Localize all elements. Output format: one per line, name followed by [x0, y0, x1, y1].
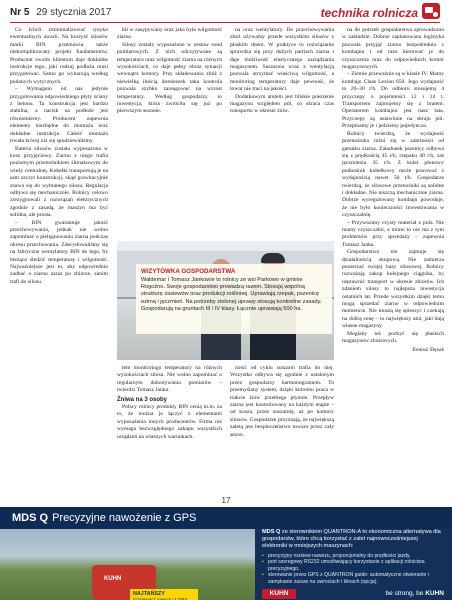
slogan-brand: KUHN — [425, 590, 444, 597]
paragraph: Mogłaby też pozbyć się płaskich magazynów zbożowych. — [342, 330, 444, 345]
farm-info-title: WIZYTÓWKA GOSPODARSTWA — [141, 268, 236, 275]
article-column-2 — [117, 27, 222, 237]
tractor-logo-icon — [422, 3, 440, 19]
ad-machine-photo — [0, 529, 255, 600]
badge-text: rozsiewacz nawozu z GPS — [133, 597, 188, 600]
ad-title-bar — [0, 507, 452, 529]
ad-intro — [262, 529, 444, 551]
page-number: 17 — [221, 496, 231, 505]
slogan-text: be strong, be — [385, 590, 424, 597]
list-item: • sterowanie przez GPS z QUANTRON guide: automatyczne otwieranie i zamykanie zasuw na uwrociach i klinach (opcja). — [262, 572, 444, 585]
badge-title: NAJTAŃSZY — [133, 591, 165, 597]
paragraph: Co Ichcli zminimalizować ryzyko ewentualnych awarii. Na korzyść silosów marki BIN przemawia także niekomplikowany projekt fundamentów. Producent swoim klientom daje dokładne instrukcje tego, jaki rodzaj podłoża musi przygotować. Samo go wykonują według podanych wytycznych. — [10, 27, 108, 85]
paragraph: Dodatkowym atutem jest bliskie położenie magazynu względem pól, co skraca czas transportu w okresie żniw. — [230, 93, 334, 115]
paragraph: Bateria silosów została wyposażona w kosz przyjęciowy. Ziarno z niego trafia poziomym przenośnikiem ślimakowym do wieży centralnej. Kubełki transportują je na sam szczyt konstrukcji, skąd grawitacyjnie zsuwa się do wybranego silosu. Regulacja odbywa się mechanicznie. Rolnicy celowo zrezygnowali z rozwiązań elektrycznych zgodnie z zasadą, że maszyn ma być solidna, ale prosta. — [10, 145, 108, 219]
ad-intro-text: ze sterownikiem QUANTRON-A to ekonomiczna alternatywa dla gospodarstw, które chcą korzystać z zalet najnowocześniejszej elektroniki w mniejszych maszynach: — [262, 529, 441, 550]
spreader-brand-label: KUHN — [104, 576, 122, 582]
cheapest-badge — [130, 589, 198, 600]
ad-subtitle: Precyzyjne nawożenie z GPS — [52, 512, 197, 524]
paragraph: – Wymagano od nas jedynie przygotowania odpowiedniego płyty ściany z betonu. Ta konstrukcja jest bardzo stabilna, a nacisk na podłoże jest równomierny. Producent zapewnia elementy niezbędne do montażu oraz dokładne instrukcje. Całość montażu trwała krócej niż się spodziewaliśmy. — [10, 86, 108, 145]
paragraph: Silosy zostały wyposażone w zestaw sond pomiarowych. Z nich odczytywane są temperatura oraz wilgotność ziarna na różnych wysokościach, co daje pełny obraz sytuacji wewnątrz komory. Przy składowaniu zbóż z niewielką ilością domieszek taka kontrola pozwala szybko zareagować na wzrost temperatury. Według gospodarzy to inwestycja, która zwróciła się już po pierwszym sezonie. — [117, 41, 222, 115]
list-item: • port szeregowy RS232 umożliwiający korzystanie z aplikacji rolnictwa precyzyjnego, — [262, 559, 444, 572]
page-header — [0, 0, 452, 22]
ad-feature-list — [262, 553, 444, 586]
kuhn-logo: KUHN — [262, 589, 296, 599]
issue-date: 29 stycznia 2017 — [36, 7, 112, 18]
paragraph: Gospodarstwo nie zajmuje się działalnością skupową. Nie zamierza poszerzać swojej bazy silosowej. Rolnicy rozważają zakup kolejnego ciągnika, by usprawnić transport w okresie zbiorów. Ich zdaniem silosy to najlepsza inwestycja ostatnich lat. Przede wszystkim dzięki temu mogą sprzedać ziarno w odpowiednim momencie. Nie muszą się spieszyć i czekają na dobrą cenę – to największy atut, jaki dają własne magazyny. — [342, 249, 444, 330]
paragraph: na do potrzeb gospodarstwa sprowadzono w zakładzie. Dobrze zaplanowana logistyka pozwala przyjąć ziarno bezpośrednio z kombajnu i od razu kierować je do czyszczenia oraz do odpowiednich komór magazynowych. — [342, 27, 444, 71]
article-column-3-bottom — [230, 365, 334, 496]
paragraph: bił w zasypywany oraz jaka była wilgotność ziarna. — [117, 27, 222, 41]
header-divider — [10, 22, 440, 23]
section-subheading: Żniwa na 3 osoby — [117, 396, 168, 403]
kuhn-advertisement[interactable] — [0, 507, 452, 600]
article-column-3 — [230, 27, 334, 237]
article-column-4 — [342, 27, 444, 496]
section-brand: technika rolnicza — [320, 6, 418, 20]
ad-intro-product: MDS Q — [262, 529, 281, 535]
paragraph: tem monitoringu temperatury na różnych wysokościach silosu. Nie wolno zapominać o regularnym dokonywaniu pomiarów – twierdzi Tomasz Janka. — [117, 365, 222, 394]
list-item: • precyzyjny rozsiew nawozu, proporcjonalny do prędkości jazdy, — [262, 553, 444, 560]
ad-slogan — [385, 590, 444, 597]
paragraph: na oraz wentylatory. Do przechowywania zbóż używamy przede wszystkim silosów z płaskim dnem. W praktyce to rozwiązanie sprawdza się przy dużych partiach ziarna i daje możliwość elastycznego zarządzania magazynem. Suszarnia wraz z wentylacją pozwala utrzymać właściwą wilgotność, a monitoring temperatury daje pewność, że towar nie traci na jakości. — [230, 27, 334, 93]
paragraph: – Przywozimy czysty materiał z pola. Nie mamy czyszczalni, a mimo to nie ma z tym problemów przy sprzedaży – zapewnia Tomasz Janka. — [342, 219, 444, 248]
paragraph: Polscy rolnicy produkty BIN cenią m.in. za to, że można je łączyć z elementami wyposażenia innych producentów. Firma nie wymaga bezwzględnego zakupu wszystkich urządzeń na własnych warunkach. — [117, 404, 222, 440]
farm-info-text: Waldemar i Tomasz Jankowie to rolnicy ze wsi Parkowo w gminie Rogoźno. Swoje gospodarstwo prowadzą razem. Stosują wspólną strukturę zasiewów oraz produkcji roślinnej. Uprawiają rzepak, pszenicę ozimą i jęczmień. Na potrzeby zielonej uprawy stosują konkretne zasady. Gospodarują na gruntach III i IV klasy. Łącznie uprawiają 500 ha. — [141, 277, 322, 312]
farm-info-box — [136, 264, 332, 334]
article-column-2-bottom — [117, 365, 222, 496]
article-column-1 — [10, 27, 108, 496]
ad-product-name: MDS Q — [12, 512, 49, 524]
paragraph: – BIN gwarantuje jakość przechowywania, jednak nie wolno zapominać o pielęgnowaniu ziarna podczas okresu przechowania. Zdecydowaliśmy się na fabryczne wentylatory BIN do tego, by bieżąco śledzić temperaturę i wilgotność. Najważniejsze jest to, aby odpowiednio zadbać o ziarno zaraz po zbiorze, zanim trafi do silosu. — [10, 219, 108, 285]
ad-title — [12, 512, 196, 524]
issue-info — [10, 7, 111, 18]
paragraph: Rolnicy twierdzą, że wydajność przenośnika różni się w zależności od gatunku ziarna. Załadunek pszenicy odbywa się z prędkością 45 t/h, rzepaku 40 t/h, zaś jęczmienia 35 t/h. Z kolei płonowy podnośnik kubełkowy może pracować z wydajnością nawet 50 t/h. Gospodarze twierdzą, że silosowe przenośniki są solidne i dokładne. Nie niszczą mechanicznie ziarna. Dobrze wyregulowany kombajn powoduje, że nie było konieczności inwestowania w czyszczalnię. — [342, 130, 444, 219]
paragraph: – Ziemie przeważnie są w klasie IV. Mamy kombajn Claas Lexion 650. Jego wydajność to 20–30 t/h. Do odbioru stosujemy 4 przyczepy o pojemności 12 i 14 t. Transportem zajmujemy się z bratem. Operatorem kombajnu jest nasz tata. Przyczepy są ustawione na skraju pól. Przepinamy je i jedziemy pojedynczo. — [342, 71, 444, 130]
issue-number: Nr 5 — [10, 7, 30, 18]
paragraph: ności od cyklu suszarni trafia do niej. Wszystko odbywa się zgodnie z ustalonym przez gospodarzy harmonogramem. To przemyślany system, dzięki któremu praca w trakcie żniw przebiega płynnie. Przepływ ziarna jest kontrolowany na każdym etapie – od kosza, przez suszarnię, aż po komory silosów. Gospodarze przyznają, że największą zaletą jest bezpieczeństwo towaru przez cały sezon. — [230, 365, 334, 438]
article-author: Tomasz Ślęzak — [411, 347, 444, 354]
ad-footer — [262, 589, 444, 600]
